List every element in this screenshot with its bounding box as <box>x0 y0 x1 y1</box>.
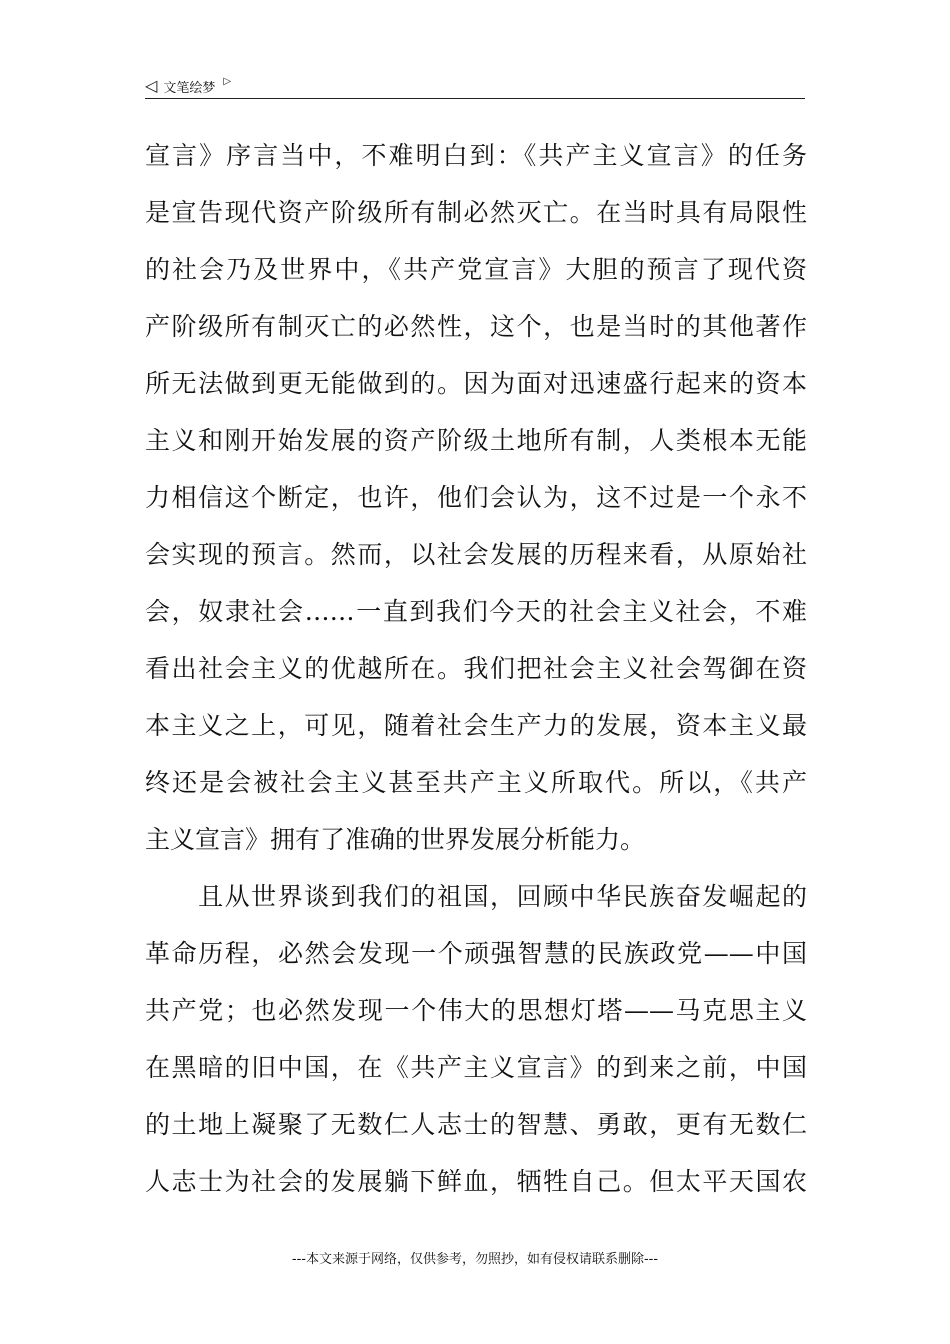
text-line: 主义宣言》拥有了准确的世界发展分析能力。 <box>145 825 646 854</box>
text-line: 会实现的预言。然而，以社会发展的历程来看，从原始社 <box>145 540 807 569</box>
text-line: 产阶级所有制灭亡的必然性，这个，也是当时的其他著作 <box>145 312 807 341</box>
text-line: 的社会乃及世界中，《共产党宣言》大胆的预言了现代资 <box>145 255 807 284</box>
text-line: 力相信这个断定，也许，他们会认为，这不过是一个永不 <box>145 483 807 512</box>
page-header <box>145 74 805 99</box>
body-text <box>145 127 807 1210</box>
triangle-left-icon: ◁ <box>145 76 158 95</box>
text-line: 主义和刚开始发展的资产阶级土地所有制，人类根本无能 <box>145 426 807 455</box>
text-line: 宣言》序言当中，不难明白到：《共产主义宣言》的任务 <box>145 141 807 170</box>
text-line: 人志士为社会的发展躺下鲜血，牺牲自己。但太平天国农 <box>145 1167 807 1196</box>
header-title: 文笔绘梦 <box>163 80 216 96</box>
text-line: 所无法做到更无能做到的。因为面对迅速盛行起来的资本 <box>145 369 807 398</box>
text-line: 看出社会主义的优越所在。我们把社会主义社会驾御在资 <box>145 654 807 683</box>
text-line: 在黑暗的旧中国，在《共产主义宣言》的到来之前，中国 <box>145 1053 807 1082</box>
text-line: 共产党；也必然发现一个伟大的思想灯塔——马克思主义 <box>145 996 807 1025</box>
text-line: 终还是会被社会主义甚至共产主义所取代。所以，《共产 <box>145 768 807 797</box>
text-line: 的土地上凝聚了无数仁人志士的智慧、勇敢，更有无数仁 <box>145 1110 807 1139</box>
text-line: 且从世界谈到我们的祖国，回顾中华民族奋发崛起的 <box>145 882 807 911</box>
page-footer: ---本文来源于网络，仅供参考，勿照抄，如有侵权请联系删除--- <box>291 1252 659 1267</box>
text-line: 会，奴隶社会……一直到我们今天的社会主义社会，不难 <box>145 597 807 626</box>
triangle-right-icon: ▷ <box>223 76 232 87</box>
text-line: 是宣告现代资产阶级所有制必然灭亡。在当时具有局限性 <box>145 198 807 227</box>
text-line: 本主义之上，可见，随着社会生产力的发展，资本主义最 <box>145 711 807 740</box>
text-line: 革命历程，必然会发现一个顽强智慧的民族政党——中国 <box>145 939 807 968</box>
